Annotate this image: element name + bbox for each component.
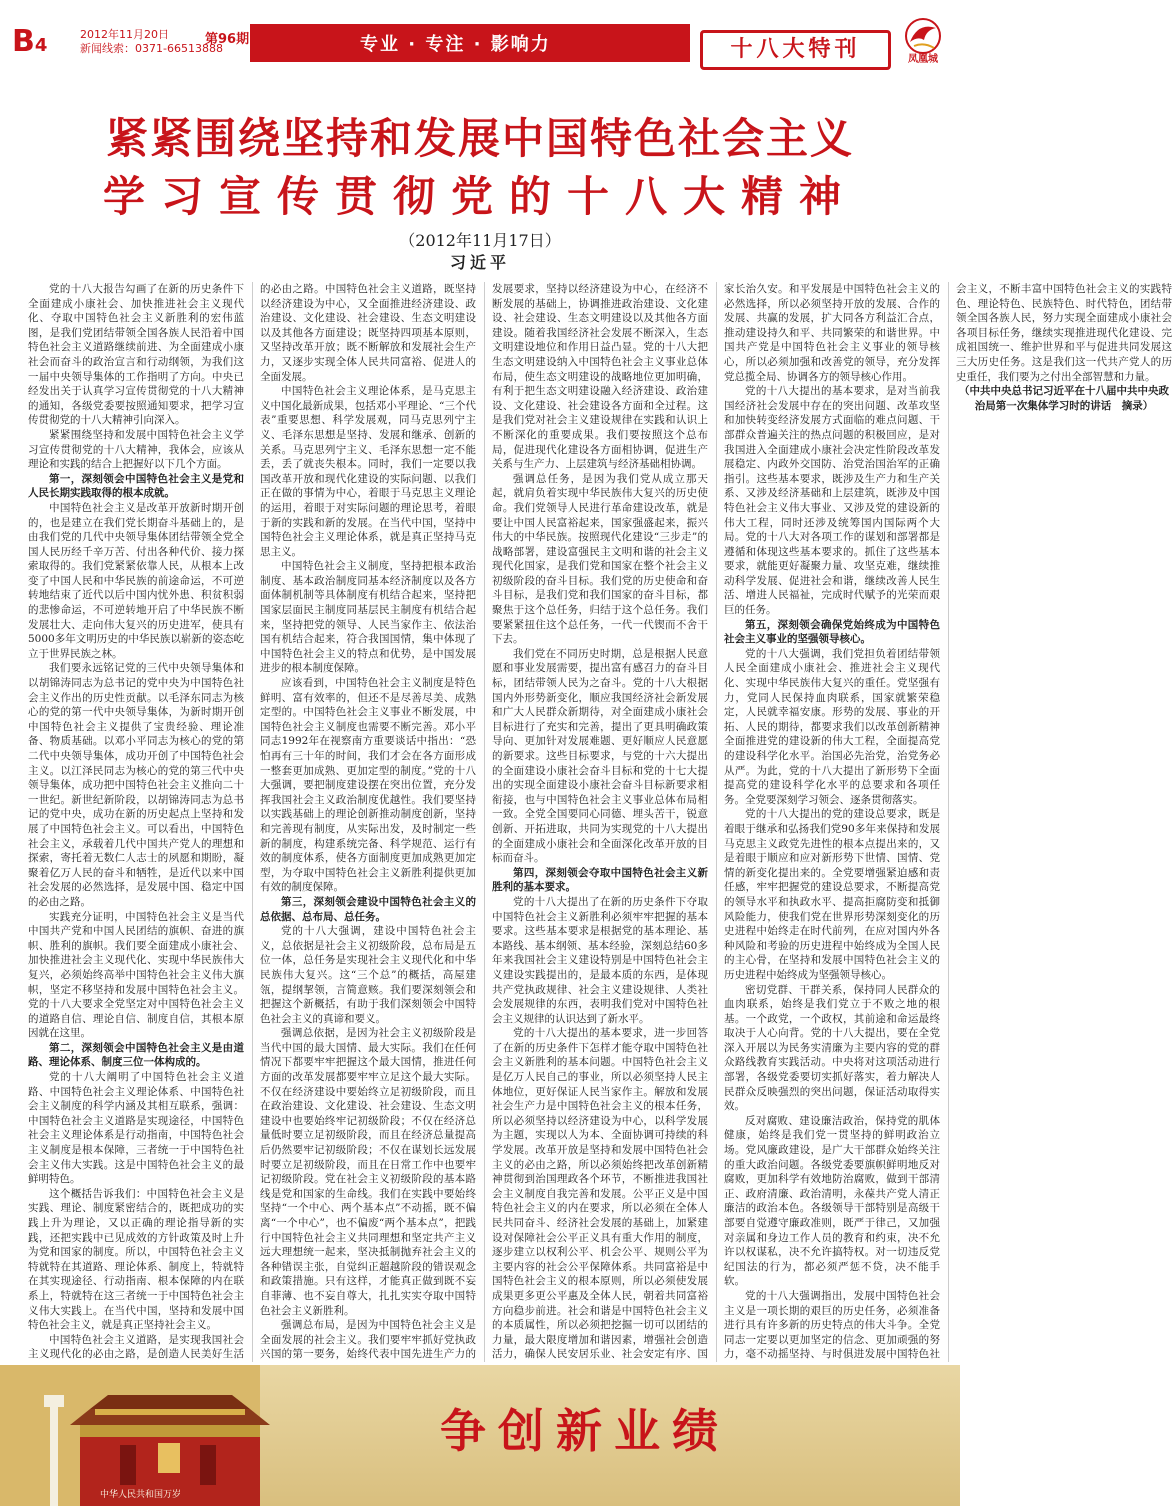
paragraph: 应该看到，中国特色社会主义制度是特色鲜明、富有效率的，但还不是尽善尽美、成熟定型的。中国特色社会主义事业不断发展，中国特色社会主义制度也需要不断完善。邓小平同志1992年在视察南方重要谈话中指出：“恐怕再有三十年的时间，我们才会在各方面形成一整套更加成熟、更加定型的制度。”党的十八大强调，要把制度建设摆在突出位置，充分发挥我国社会主义政治制度优越性。我们要坚持以实践基础上的理论创新推动制度创新，坚持和完善现有制度，从实际出发，及时制定一些新的制度，构建系统完备、科学规范、运行有效的制度体系，使各方面制度更加成熟更加定型，为夺取中国特色社会主义新胜利提供更加有效的制度保障。	[260, 677, 476, 894]
header-info	[80, 28, 223, 56]
paragraph: 中国特色社会主义理论体系，是马克思主义中国化最新成果，包括邓小平理论、“三个代表”重要思想、科学发展观，同马克思列宁主义、毛泽东思想是坚持、发展和继承、创新的关系。马克思列宁主义、毛泽东思想一定不能丢，丢了就丧失根本。同时，我们一定要以我国改革开放和现代化建设的实际问题、以我们正在做的事情为中心，着眼于马克思主义理论的运用，着眼于对实际问题的理论思考，着眼于新的实践和新的发展。在当代中国，坚持中国特色社会主义理论体系，就是真正坚持马克思主义。	[260, 385, 476, 558]
article-author: 习近平	[449, 253, 510, 272]
paragraph: 中国特色社会主义是改革开放新时期开创的，也是建立在我们党长期奋斗基础上的，是由我们党的几代中央领导集体团结带领全党全国人民历经千辛万苦、付出各种代价、接力探索取得的。我们党紧紧依靠人民，从根本上改变了中国人民和中华民族的前途命运，不可逆转地结束了近代以后中国内忧外患、积贫积弱的悲惨命运，不可逆转地开启了中华民族不断发展壮大、走向伟大复兴的历史进军，使具有5000多年文明历史的中华民族以崭新的姿态屹立于世界民族之林。	[28, 501, 244, 660]
section-heading: 第三，深刻领会建设中国特色社会主义的总依据、总布局、总任务。	[260, 895, 476, 923]
paragraph: 中国特色社会主义制度，坚持把根本政治制度、基本政治制度同基本经济制度以及各方面体制机制等具体制度有机结合起来，坚持把国家层面民主制度同基层民主制度有机结合起来，坚持把党的领导、人民当家作主、依法治国有机结合起来，符合我国国情，集中体现了中国特色社会主义的特点和优势，是中国发展进步的根本制度保障。	[260, 560, 476, 675]
header-hotline: 新闻线索：0371-66513888	[80, 42, 223, 55]
footer-banner	[0, 1365, 960, 1506]
paragraph: 我们党在不同历史时期，总是根据人民意愿和事业发展需要，提出富有感召力的奋斗目标，团结带领人民为之奋斗。党的十八大根据国内外形势新变化，顺应我国经济社会新发展和广大人民群众新期待，对全面建成小康社会目标进行了充实和完善，提出了更具明确政策导向、更加针对发展难题、更好顺应人民意愿的新要求。这些目标要求，与党的十六大提出的全面建设小康社会奋斗目标和党的十七大提出的实现全面建设小康社会奋斗目标新要求相衔接，也与中国特色社会主义事业总体布局相一致。全党全国要同心同德、埋头苦干，锐意创新、开拓进取，共同为实现党的十八大提出的全面建成小康社会和全面深化改革开放的目标而奋斗。	[492, 647, 708, 865]
logo-text: 凤凰城	[908, 54, 938, 65]
paragraph: 党的十八大提出的党的建设总要求，既是着眼于继承和弘扬我们党90多年来保持和发展马克思主义政党先进性的根本点提出来的，又是着眼于顺应和应对新形势下世情、国情、党情的新变化提出来的。全党要增强紧迫感和责任感，牢牢把握党的建设总要求，不断提高党的领导水平和执政水平、提高拒腐防变和抵御风险能力，使我们党在世界形势深刻变化的历史进程中始终走在时代前列，在应对国内外各种风险和考验的历史进程中始终成为全国人民的主心骨，在坚持和发展中国特色社会主义的历史进程中始终成为坚强领导核心。	[724, 808, 940, 981]
paragraph: 我们要永远铭记党的三代中央领导集体和以胡锦涛同志为总书记的党中央为中国特色社会主义作出的历史性贡献。以毛泽东同志为核心的党的第一代中央领导集体，为新时期开创中国特色社会主义提供了宝贵经验、理论准备、物质基础。以邓小平同志为核心的党的第二代中央领导集体，成功开创了中国特色社会主义。以江泽民同志为核心的党的第三代中央领导集体，成功把中国特色社会主义推向二十一世纪。新世纪新阶段，以胡锦涛同志为总书记的党中央，成功在新的历史起点上坚持和发展了中国特色社会主义。可以看出，中国特色社会主义，承载着几代中国共产党人的理想和探索，寄托着无数仁人志士的夙愿和期盼，凝聚着亿万人民的奋斗和牺牲，是近代以来中国社会发展的必然选择，是发展中国、稳定中国的必由之路。	[28, 662, 244, 908]
paragraph: 这个概括告诉我们：中国特色社会主义是实践、理论、制度紧密结合的，既把成功的实践上升为理论，又以正确的理论指导新的实践，还把实践中已见成效的方针政策及时上升为党和国家的制度。所以，中国特色社会主义特就特在其道路、理论体系、制度上，特就特在其实现途径、行动指南、根本保障的内在联系上，特就特在这三者统一于中国特色社会主义伟大实践上。在当代中国，坚持和发展中国特色社会主义，就是真正坚持社会主义。	[28, 1187, 244, 1332]
paragraph: 密切党群、干群关系，保持同人民群众的血肉联系，始终是我们党立于不败之地的根基。一个政党，一个政权，其前途和命运最终取决于人心向背。党的十八大提出，要在全党深入开展以为民务实清廉为主要内容的党的群众路线教育实践活动。中央将对这项活动进行部署，各级党委要切实抓好落实，着力解决人民群众反映强烈的突出问题，保证活动取得实效。	[724, 983, 940, 1113]
section-heading: 第四，深刻领会夺取中国特色社会主义新胜利的基本要求。	[492, 866, 708, 894]
article-source-note: （中共中央总书记习近平在十八届中共中央政治局第一次集体学习时的讲话 摘录）	[959, 385, 1169, 412]
article-date: （2012年11月17日）	[399, 231, 561, 250]
paragraph: 实践充分证明，中国特色社会主义是当代中国共产党和中国人民团结的旗帜、奋进的旗帜、胜利的旗帜。我们要全面建成小康社会、加快推进社会主义现代化、实现中华民族伟大复兴，必须始终高举中国特色社会主义伟大旗帜，坚定不移坚持和发展中国特色社会主义。党的十八大要求全党坚定对中国特色社会主义的道路自信、理论自信、制度自信，其根本原因就在这里。	[28, 910, 244, 1040]
paragraph: 强调总依据，是因为社会主义初级阶段是当代中国的最大国情、最大实际。我们在任何情况下都要牢牢把握这个最大国情，推进任何方面的改革发展都要牢牢立足这个最大实际。不仅在经济建设中要始终立足初级阶段，而且在政治建设、文化建设、社会建设、生态文明建设中也要始终牢记初级阶段；不仅在经济总量低时要立足初级阶段，而且在经济总量提高后仍然要牢记初级阶段；不仅在谋划长远发展时要立足初级阶段，而且在日常工作中也要牢记初级阶段。党在社会主义初级阶段的基本路线是党和国家的生命线。我们在实践中要始终坚持“一个中心、两个基本点”不动摇，既不偏离“一个中心”，也不偏废“两个基本点”，把践行中国特色社会主义共同理想和坚定共产主义远大理想统一起来，坚决抵制抛弃社会主义的各种错误主张，自觉纠正超越阶段的错误观念和政策措施。只有这样，才能真正做到既不妄自菲薄、也不妄自尊大，扎扎实实夺取中国特色社会主义新胜利。	[260, 1027, 476, 1317]
paragraph: 党的十八大提出的基本要求，是对当前我国经济社会发展中存在的突出问题、改革攻坚和加快转变经济发展方式面临的难点问题、干部群众普遍关注的热点问题的积极回应，是对我国进入全面建成小康社会决定性阶段改革发展稳定、内政外交国防、治党治国治军的正确指引。这些基本要求，既涉及生产力和生产关系、又涉及经济基础和上层建筑，既涉及中国特色社会主义伟大事业、又涉及党的建设新的伟大工程，同时还涉及统筹国内国际两个大局。党的十八大对各项工作的谋划和部署都是遵循和体现这些基本要求的。抓住了这些基本要求，就能更好凝聚力量、攻坚克难，继续推动科学发展、促进社会和谐，继续改善人民生活、增进人民福祉，完成时代赋予的光荣而艰巨的任务。	[724, 385, 940, 617]
article-body	[28, 282, 1172, 1362]
section-heading: 第五，深刻领会确保党始终成为中国特色社会主义事业的坚强领导核心。	[724, 618, 940, 646]
paragraph: 党的十八大报告勾画了在新的历史条件下全面建成小康社会、加快推进社会主义现代化、夺取中国特色社会主义新胜利的宏伟蓝图，是我们党团结带领全国各族人民沿着中国特色社会主义道路继续前进、为全面建成小康社会而奋斗的政治宣言和行动纲领，为我们这一届中央领导集体的工作指明了方向。中央已经发出关于认真学习宣传贯彻党的十八大精神的通知，各级党委要按照通知要求，把学习宣传贯彻党的十八大精神引向深入。	[28, 283, 244, 427]
paragraph: 党的十八大提出了在新的历史条件下夺取中国特色社会主义新胜利必须牢牢把握的基本要求。这些基本要求是根据党的基本理论、基本路线、基本纲领、基本经验，深刻总结60多年来我国社会主义建设特别是中国特色社会主义建设实践提出的，是最本质的东西，是体现共产党执政规律、社会主义建设规律、人类社会发展规律的东西，表明我们党对中国特色社会主义规律的认识达到了新水平。	[492, 895, 708, 1025]
issue-number: 第96期	[205, 32, 250, 47]
special-edition-label: 十八大特刊	[700, 30, 891, 70]
paragraph: 强调总任务，是因为我们党从成立那天起，就肩负着实现中华民族伟大复兴的历史使命。我们党领导人民进行革命建设改革，就是要让中国人民富裕起来，国家强盛起来，振兴伟大的中华民族。按照现代化建设“三步走”的战略部署，建设富强民主文明和谐的社会主义现代化国家，是我们党和国家在整个社会主义初级阶段的奋斗目标。我们党的历史使命和奋斗目标，是我们党和我们国家的奋斗目标，都聚焦于这个总任务，归结于这个总任务。我们要紧紧扭住这个总任务，一代一代锲而不舍干下去。	[492, 472, 708, 646]
section-heading: 第一，深刻领会中国特色社会主义是党和人民长期实践取得的根本成就。	[28, 472, 244, 500]
gate-banner-text: 中华人民共和国万岁	[100, 1490, 182, 1500]
paragraph: 反对腐败、建设廉洁政治，保持党的肌体健康，始终是我们党一贯坚持的鲜明政治立场。党风廉政建设，是广大干部群众始终关注的重大政治问题。各级党委要旗帜鲜明地反对腐败，更加科学有效地防治腐败，做到干部清正、政府清廉、政治清明，永葆共产党人清正廉洁的政治本色。各级领导干部特别是高级干部要自觉遵守廉政准则，既严于律己，又加强对亲属和身边工作人员的教育和约束，决不允许以权谋私，决不允许搞特权。对一切违反党纪国法的行为，都必须严惩不贷，决不能手软。	[724, 1114, 940, 1288]
paragraph: 强调总布局，是因为中国特色社会主义是全面发展的社会主义。我们要牢牢抓好党执政兴国的第一要务，始终代表中国先进生产力的发展要求，坚持以经济建设为中心，在经济不断发展的基础上，协调推进政治建设、文化建设、社会建设、生态文明建设以及其他各方面建设。随着我国经济社会发展不断深入，生态文明建设地位和作用日益凸显。党的十八大把生态文明建设纳入中国特色社会主义事业总体布局，使生态文明建设的战略地位更加明确，有利于把生态文明建设融入经济建设、政治建设、文化建设、社会建设各方面和全过程。这是我们党对社会主义建设规律在实践和认识上不断深化的重要成果。我们要按照这个总布局，促进现代化建设各方面相协调，促进生产关系与生产力、上层建筑与经济基础相协调。	[260, 283, 708, 1361]
paragraph: 党的十八大强调，建设中国特色社会主义，总依据是社会主义初级阶段，总布局是五位一体，总任务是实现社会主义现代化和中华民族伟大复兴。这“三个总”的概括，高屋建瓴，提纲挈领，言简意赅。我们要深刻领会和把握这个新概括，有助于我们深刻领会中国特色社会主义的真谛和要义。	[260, 925, 476, 1025]
paragraph: 党的十八大强调指出，发展中国特色社会主义是一项长期的艰巨的历史任务，必须准备进行具有许多新的历史特点的伟大斗争。全党同志一定要以更加坚定的信念、更加顽强的努力，毫不动摇坚持、与时俱进发展中国特色社会主义，不断丰富中国特色社会主义的实践特色、理论特色、民族特色、时代特色，团结带领全国各族人民，努力实现全面建成小康社会各项目标任务，继续实现推进现代化建设、完成祖国统一、维护世界和平与促进共同发展这三大历史任务。这是我们这一代共产党人的历史重任，我们要为之付出全部智慧和力量。	[724, 283, 1172, 1361]
header-slogan: 专业 · 专注 · 影响力	[360, 34, 551, 55]
paragraph: 党的十八大强调，我们党担负着团结带领人民全面建成小康社会、推进社会主义现代化、实现中华民族伟大复兴的重任。党坚强有力，党同人民保持血肉联系，国家就繁荣稳定，人民就幸福安康。形势的发展、事业的开拓、人民的期待，都要求我们以改革创新精神全面推进党的建设新的伟大工程，全面提高党的建设科学化水平。治国必先治党，治党务必从严。为此，党的十八大提出了新形势下全面提高党的建设科学化水平的总要求和各项任务。全党要深刻学习领会、逐条贯彻落实。	[724, 647, 940, 806]
paragraph: 中国特色社会主义道路，是实现我国社会主义现代化的必由之路，是创造人民美好生活的必由之路。中国特色社会主义道路，既坚持以经济建设为中心，又全面推进经济建设、政治建设、文化建设、社会建设、生态文明建设以及其他各方面建设；既坚持四项基本原则，又坚持改革开放；既不断解放和发展社会生产力，又逐步实现全体人民共同富裕、促进人的全面发展。	[28, 283, 476, 1361]
tiananmen-gate-icon	[0, 1365, 260, 1506]
footer-slogan: 争创新业绩	[440, 1404, 730, 1458]
paragraph: 党的十八大阐明了中国特色社会主义道路、中国特色社会主义理论体系、中国特色社会主义制度的科学内涵及其相互联系，强调：中国特色社会主义道路是实现途径，中国特色社会主义理论体系是行动指南，中国特色社会主义制度是根本保障，三者统一于中国特色社会主义伟大实践。这是中国特色社会主义的最鲜明特色。	[28, 1071, 244, 1186]
page-number: B4	[12, 24, 48, 59]
section-heading: 第二，深刻领会中国特色社会主义是由道路、理论体系、制度三位一体构成的。	[28, 1041, 244, 1069]
header-date: 2012年11月20日	[80, 28, 169, 41]
article-title-line2: 学习宣传贯彻党的十八大精神	[102, 172, 857, 221]
article-title-line1: 紧紧围绕坚持和发展中国特色社会主义	[105, 114, 854, 163]
page-header	[0, 0, 960, 70]
paragraph: 紧紧围绕坚持和发展中国特色社会主义学习宣传贯彻党的十八大精神，我体会，应该从理论和实践的结合上把握好以下几个方面。	[28, 428, 244, 471]
paragraph: 党的十八大提出的基本要求，进一步回答了在新的历史条件下怎样才能夺取中国特色社会主义新胜利的基本问题。中国特色社会主义是亿万人民自己的事业，所以必须坚持人民主体地位，更好保证人民当家作主。解放和发展社会生产力是中国特色社会主义的根本任务，所以必须坚持以经济建设为中心，以科学发展为主题，实现以人为本、全面协调可持续的科学发展。改革开放是坚持和发展中国特色社会主义的必由之路，所以必须始终把改革创新精神贯彻到治国理政各个环节，不断推进我国社会主义制度自我完善和发展。公平正义是中国特色社会主义的内在要求，所以必须在全体人民共同奋斗、经济社会发展的基础上，加紧建设对保障社会公平正义具有重大作用的制度，逐步建立以权利公平、机会公平、规则公平为主要内容的社会公平保障体系。共同富裕是中国特色社会主义的根本原则，所以必须使发展成果更多更公平惠及全体人民，朝着共同富裕方向稳步前进。社会和谐是中国特色社会主义的本质属性，所以必须把挖掘一切可以团结的力量，最大限度增加和谐因素，增强社会创造活力，确保人民安居乐业、社会安定有序、国家长治久安。和平发展是中国特色社会主义的必然选择，所以必须坚持开放的发展、合作的发展、共赢的发展，扩大同各方利益汇合点，推动建设持久和平、共同繁荣的和谐世界。中国共产党是中国特色社会主义事业的领导核心，所以必须加强和改善党的领导，充分发挥党总揽全局、协调各方的领导核心作用。	[492, 283, 940, 1361]
